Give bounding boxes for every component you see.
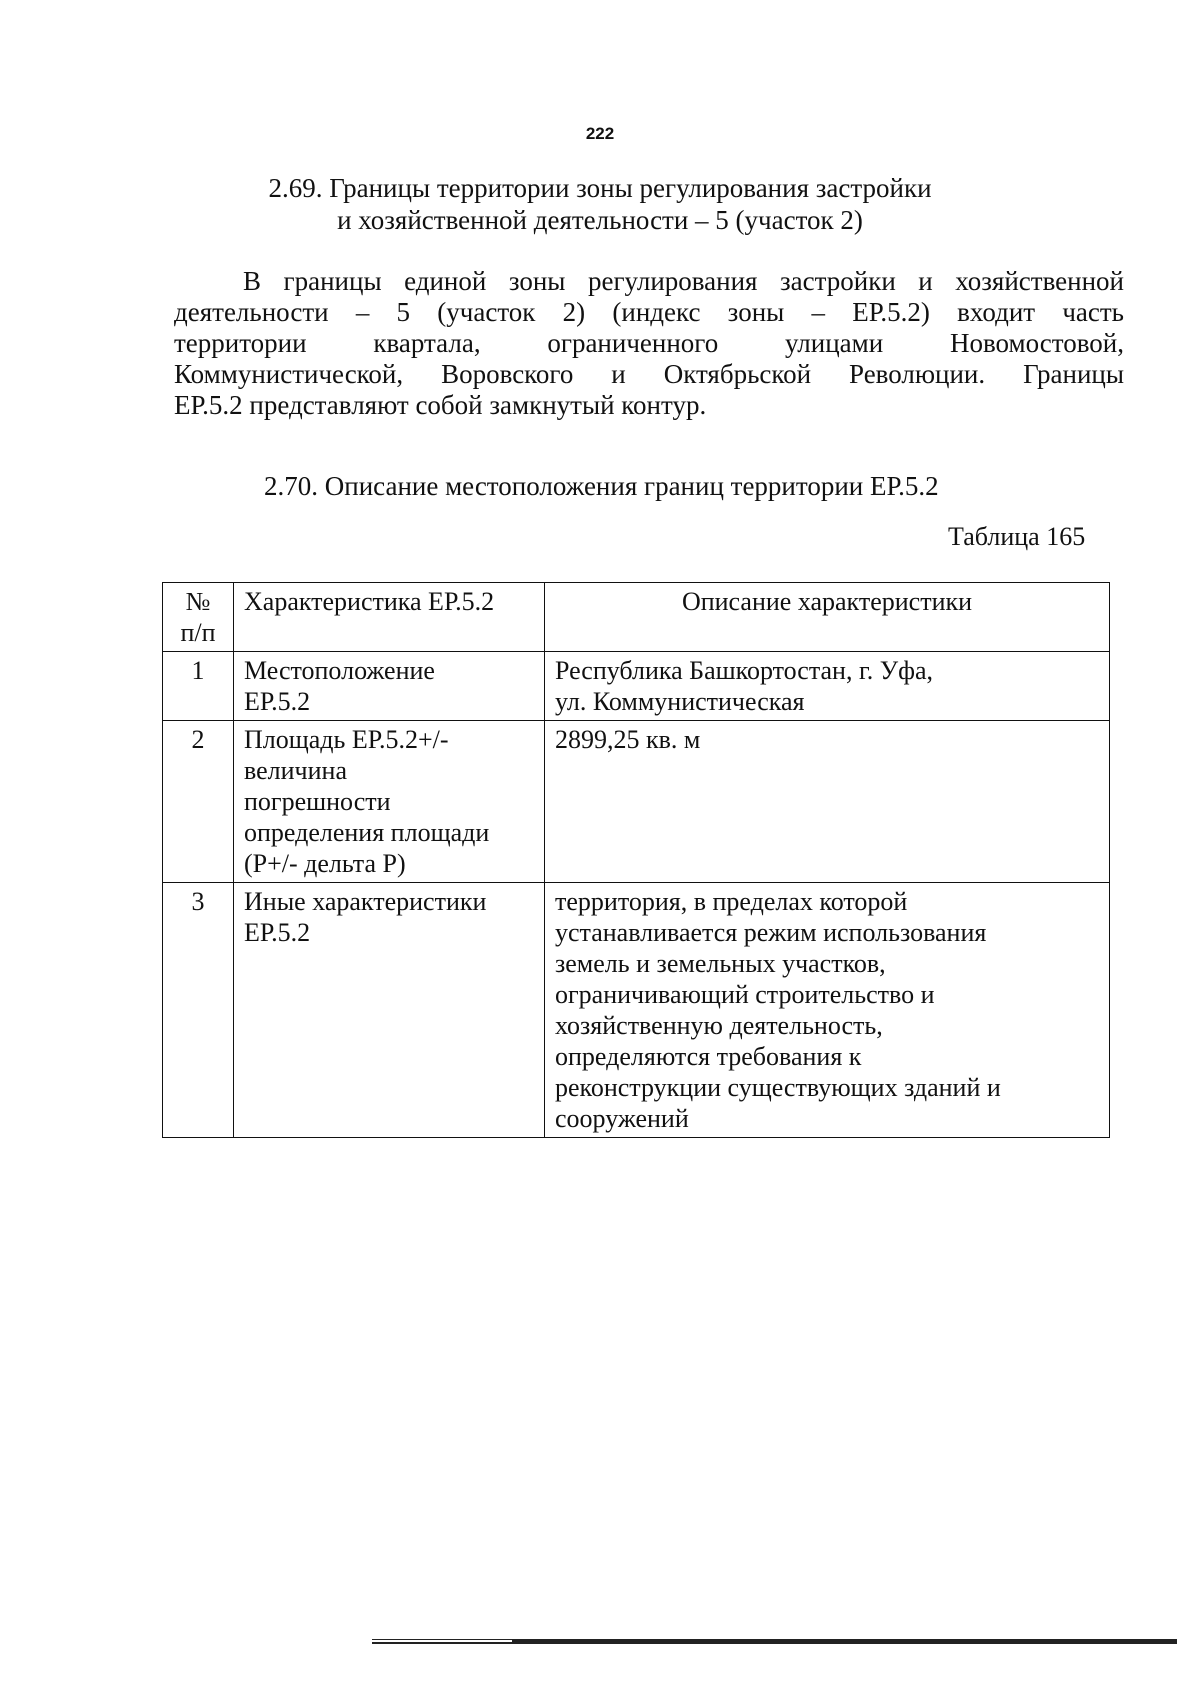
cell-line: ограничивающий строительство и <box>555 980 935 1009</box>
paragraph-line: деятельности – 5 (участок 2) (индекс зоны – ЕР.5.2) входит часть <box>174 297 1124 327</box>
cell-line: земель и земельных участков, <box>555 949 886 978</box>
cell-line: ЕР.5.2 <box>244 918 311 947</box>
cell-line: сооружений <box>555 1104 689 1133</box>
characteristics-table <box>162 582 1110 1138</box>
row-characteristic <box>234 652 545 721</box>
cell-line: погрешности <box>244 787 391 816</box>
cell-line: величина <box>244 756 347 785</box>
row-description <box>545 883 1110 1138</box>
table-header-row <box>163 583 1110 652</box>
cell-line: ул. Коммунистическая <box>555 687 805 716</box>
section-title-2-69-line2: и хозяйственной деятельности – 5 (участок 2) <box>337 205 863 235</box>
cell-line: определения площади <box>244 818 490 847</box>
cell-line: территория, в пределах которой <box>555 887 908 916</box>
header-description: Описание характеристики <box>545 583 1110 652</box>
cell-line: определяются требования к <box>555 1042 862 1071</box>
paragraph-line: Коммунистической, Воровского и Октябрьской Революции. Границы <box>174 359 1124 389</box>
cell-line: 2899,25 кв. м <box>555 725 701 754</box>
intro-paragraph <box>174 266 1124 421</box>
row-characteristic <box>234 883 545 1138</box>
section-title-2-69-line1: 2.69. Границы территории зоны регулирования застройки <box>268 173 932 203</box>
row-number: 2 <box>163 721 234 883</box>
header-number-line1: № <box>185 587 211 616</box>
cell-line: Местоположение <box>244 656 435 685</box>
page-number: 222 <box>585 124 615 143</box>
paragraph-line: ЕР.5.2 представляют собой замкнутый контур. <box>174 390 707 420</box>
table-row <box>163 652 1110 721</box>
bottom-rule <box>372 1639 1177 1644</box>
header-characteristic: Характеристика ЕР.5.2 <box>234 583 545 652</box>
cell-line: устанавливается режим использования <box>555 918 987 947</box>
row-number: 3 <box>163 883 234 1138</box>
cell-line: ЕР.5.2 <box>244 687 311 716</box>
cell-line: хозяйственную деятельность, <box>555 1011 883 1040</box>
row-description <box>545 652 1110 721</box>
section-title-2-70: 2.70. Описание местоположения границ территории ЕР.5.2 <box>264 471 939 501</box>
cell-line: Иные характеристики <box>244 887 487 916</box>
table-row <box>163 721 1110 883</box>
paragraph-line: В границы единой зоны регулирования застройки и хозяйственной <box>243 266 1124 296</box>
cell-line: реконструкции существующих зданий и <box>555 1073 1001 1102</box>
header-number <box>163 583 234 652</box>
row-number: 1 <box>163 652 234 721</box>
row-characteristic <box>234 721 545 883</box>
cell-line: Площадь ЕР.5.2+/- <box>244 725 449 754</box>
cell-line: Республика Башкортостан, г. Уфа, <box>555 656 933 685</box>
cell-line: (Р+/- дельта Р) <box>244 849 406 878</box>
table-caption: Таблица 165 <box>948 522 1086 551</box>
row-description <box>545 721 1110 883</box>
header-number-line2: п/п <box>180 618 216 647</box>
table-row <box>163 883 1110 1138</box>
paragraph-line: территории квартала, ограниченного улицами Новомостовой, <box>174 328 1124 358</box>
